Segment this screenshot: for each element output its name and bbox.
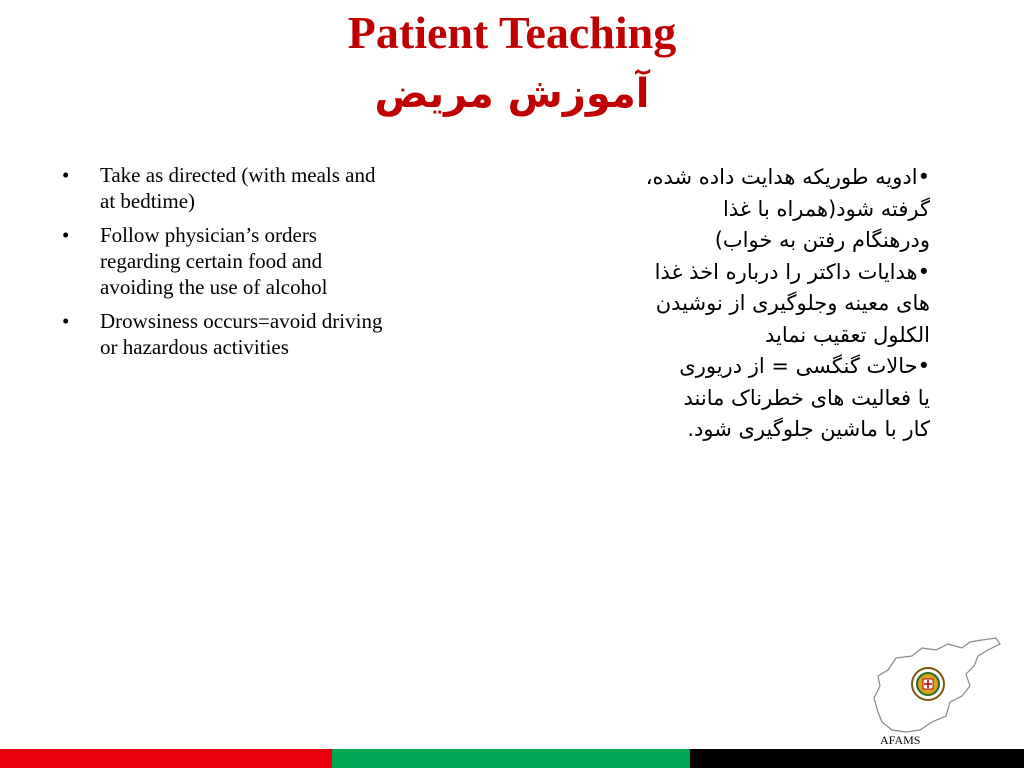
dari-line: •حالات گنگسی = از دریوری — [679, 354, 930, 378]
bullet-text: Drowsiness occurs=avoid driving or hazardous activities — [100, 309, 383, 359]
slide-title: Patient Teaching — [347, 7, 677, 58]
dari-line: الکلول تعقیب نماید — [764, 322, 930, 347]
dari-text-block — [560, 162, 930, 446]
footer-stripe-red — [0, 749, 332, 768]
bullet-icon: • — [62, 309, 70, 333]
afams-label: AFAMS — [880, 733, 921, 747]
slide-subtitle: آموزش مریض — [374, 71, 650, 117]
list-item — [62, 222, 392, 300]
dari-line: کار با ماشین جلوگیری شود. — [687, 417, 930, 441]
dari-line: گرفته شود(همراه با غذا — [723, 196, 930, 221]
list-item — [62, 162, 392, 214]
bullet-text: Follow physician’s orders regarding certain food and avoiding the use of alcohol — [100, 223, 328, 299]
dari-line: •ادویه طوریکه هدایت داده شده، — [645, 165, 930, 189]
dari-line: یا فعالیت های خطرناک مانند — [683, 385, 930, 410]
english-bullet-list — [62, 162, 392, 368]
dari-line: های معینه وجلوگیری از نوشیدن — [655, 291, 930, 315]
footer-stripe-black — [690, 749, 1024, 768]
dari-line: ودرهنگام رفتن به خواب) — [714, 228, 930, 252]
bullet-icon: • — [62, 223, 70, 247]
dari-line: •هدایات داکتر را درباره اخذ غذا — [654, 259, 930, 284]
bullet-text: Take as directed (with meals and at bedtime) — [100, 163, 376, 213]
bullet-icon: • — [62, 163, 70, 187]
footer-stripe-green — [332, 749, 690, 768]
list-item — [62, 308, 392, 360]
afghanistan-map-icon — [866, 636, 1004, 736]
